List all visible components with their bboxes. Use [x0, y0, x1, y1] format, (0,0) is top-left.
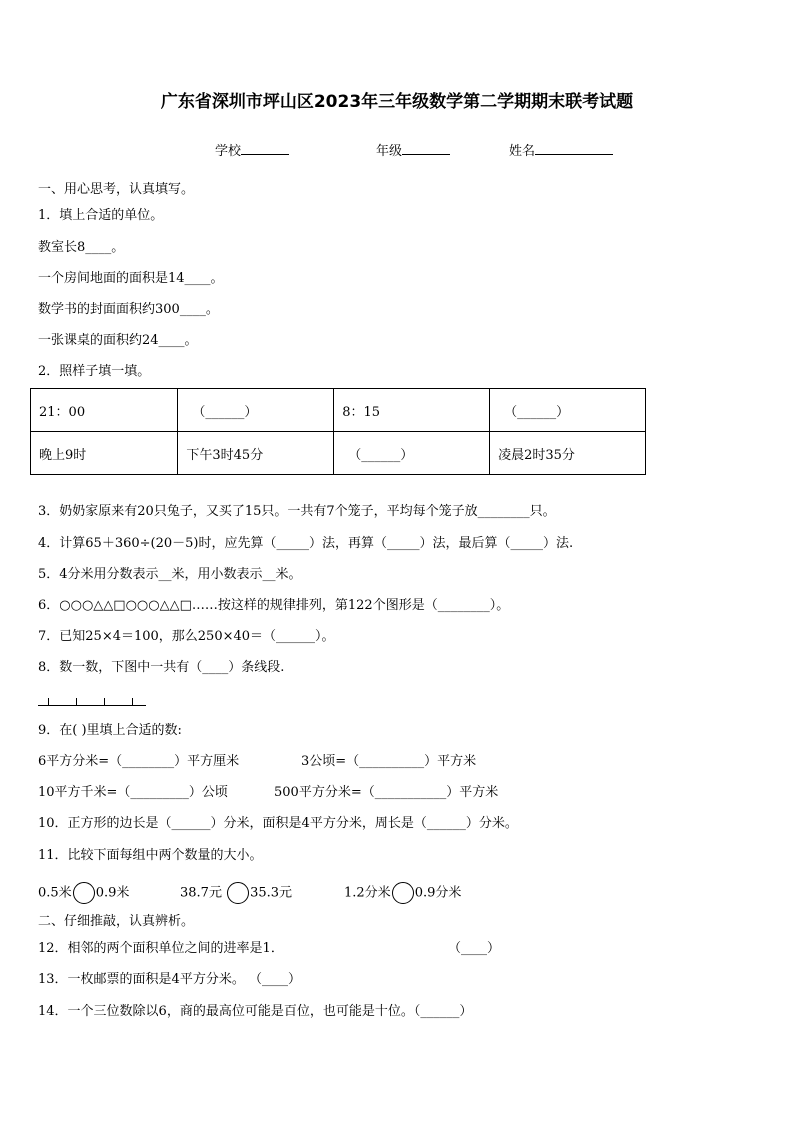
grade-field[interactable]: [376, 141, 450, 161]
name-blank[interactable]: [535, 141, 613, 155]
name-field[interactable]: [509, 141, 613, 161]
table-cell: 8：15: [334, 389, 490, 432]
segment-point: [132, 698, 133, 706]
compare-circle[interactable]: [73, 882, 95, 904]
section-2-heading: 二、仔细推敲，认真辨析。: [38, 914, 195, 929]
q10: 10．正方形的边长是（______）分米，面积是4平方分米，周长是（______）分米。: [38, 816, 518, 831]
q11-pair-1: [38, 882, 129, 904]
compare-circle[interactable]: [227, 882, 249, 904]
q5: 5．4分米用分数表示__米，用小数表示__米。: [38, 567, 302, 582]
page-title: 广东省深圳市坪山区2023年三年级数学第二学期期末联考试题: [160, 92, 634, 112]
q2-stem: 2．照样子填一填。: [38, 364, 151, 379]
q14: 14．一个三位数除以6，商的最高位可能是百位，也可能是十位。（______）: [38, 1004, 473, 1019]
q4: 4．计算65＋360÷(20－5)时，应先算（_____）法，再算（_____）法，最后算（_____）法.: [38, 536, 574, 551]
grade-label: 年级: [376, 144, 403, 159]
q7: 7．已知25×4＝100，那么250×40＝（______）。: [38, 629, 335, 644]
table-cell: 下午3时45分: [178, 432, 334, 475]
table-cell: 21：00: [31, 389, 178, 432]
q11-pair-3-right: 0.9分米: [414, 885, 462, 901]
q1-line-1: 教室长8____。: [38, 240, 125, 255]
segment-point: [104, 698, 105, 706]
q12-answer-blank[interactable]: （____）: [448, 941, 501, 956]
table-cell-blank[interactable]: （______）: [178, 389, 334, 432]
q12: 12．相邻的两个面积单位之间的进率是1．: [38, 941, 284, 956]
q11-pair-1-right: 0.9米: [95, 885, 130, 901]
school-field[interactable]: [215, 141, 289, 161]
table-cell-blank[interactable]: （______）: [490, 389, 646, 432]
q3: 3．奶奶家原来有20只兔子，又买了15只。一共有7个笼子，平均每个笼子放________只。: [38, 504, 556, 519]
q11-stem: 11．比较下面每组中两个数量的大小。: [38, 848, 263, 863]
q11-pair-3-left: 1.2分米: [344, 885, 391, 901]
school-blank[interactable]: [241, 141, 289, 155]
q11-pair-3: [344, 882, 461, 904]
q1-line-3: 数学书的封面面积约300____。: [38, 302, 219, 317]
q9-stem: 9．在( )里填上合适的数:: [38, 723, 182, 738]
segment-point: [76, 698, 77, 706]
q13: 13．一枚邮票的面积是4平方分米。 （____）: [38, 972, 301, 987]
q1-line-2: 一个房间地面的面积是14____。: [38, 271, 224, 286]
table-cell: 凌晨2时35分: [490, 432, 646, 475]
table-cell: 晚上9时: [31, 432, 178, 475]
q1-stem: 1．填上合适的单位。: [38, 208, 164, 223]
q6: 6．○○○△△□○○○△△□……按这样的规律排列，第122个图形是（________）。: [38, 598, 510, 613]
table-cell-blank[interactable]: （______）: [334, 432, 490, 475]
compare-circle[interactable]: [392, 882, 414, 904]
q9-line-2a: 10平方千米=（_________）公顷: [38, 785, 228, 800]
q11-pair-2: [180, 882, 292, 904]
name-label: 姓名: [509, 144, 536, 159]
q9-line-1a: 6平方分米=（________）平方厘米: [38, 754, 240, 769]
q1-line-4: 一张课桌的面积约24____。: [38, 333, 198, 348]
q2-table: [30, 388, 646, 475]
q8: 8．数一数，下图中一共有（____）条线段.: [38, 660, 285, 675]
grade-blank[interactable]: [402, 141, 450, 155]
table-row: [31, 432, 646, 475]
table-row: [31, 389, 646, 432]
q11-pair-2-right: 35.3元: [250, 885, 293, 901]
q11-pair-1-left: 0.5米: [38, 885, 72, 901]
segment-point: [48, 698, 49, 706]
section-1-heading: 一、用心思考，认真填写。: [38, 182, 195, 197]
school-label: 学校: [215, 144, 242, 159]
line-segment-figure: [38, 705, 146, 706]
q11-pair-2-left: 38.7元: [180, 885, 222, 901]
q9-line-2b: 500平方分米=（___________）平方米: [274, 785, 499, 800]
q9-line-1b: 3公顷=（__________）平方米: [301, 754, 477, 769]
